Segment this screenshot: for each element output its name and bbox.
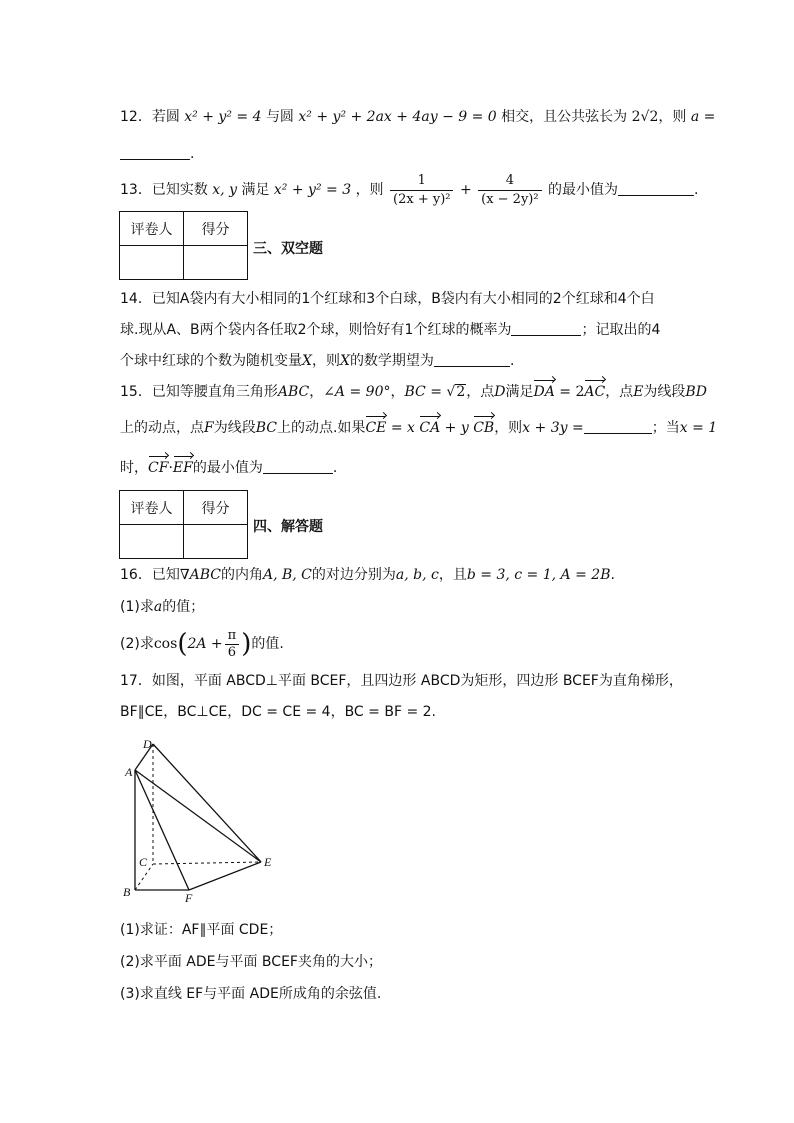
label-d: D xyxy=(143,737,152,751)
score-cell[interactable] xyxy=(184,246,248,280)
q17-line1: 17．如图，平面 ABCD⊥平面 BCEF，且四边形 ABCD为矩形，四边形 BCEF为直角梯形， xyxy=(120,673,683,689)
q16-part2: (2)求cos(2A + $\frac{\pi}{6}$ )的值. xyxy=(120,627,284,660)
q14-line1: 14．已知A袋内有大小相同的1个红球和3个白球，B袋内有大小相同的2个红球和4个白 xyxy=(120,291,655,307)
section-title-4: 四、解答题 xyxy=(253,519,323,535)
score-table-1 xyxy=(119,211,248,280)
q14-answer-blank-2[interactable] xyxy=(434,352,510,367)
label-a: A xyxy=(125,765,133,779)
grader-cell[interactable] xyxy=(120,525,184,559)
q12-answer-line: . xyxy=(120,144,194,164)
q14-answer-blank-1[interactable] xyxy=(511,321,581,336)
label-e: E xyxy=(264,855,272,869)
q15-answer-blank-1[interactable] xyxy=(584,419,652,434)
grader-header: 评卷人 xyxy=(120,491,184,525)
edge-ae xyxy=(135,770,261,862)
q15-line1: 15．已知等腰直角三角形ABC，∠A = 90°，BC = √2，点D满足DA = 2AC，点E为线段BD xyxy=(120,384,707,400)
label-f: F xyxy=(185,891,193,904)
q16-line1: 16．已知∇ABC的内角A, B, C的对边分别为a, b, c，且b = 3, c = 1, A = 2B. xyxy=(120,567,615,583)
q17-line2: BF∥CE，BC⊥CE，DC = CE = 4，BC = BF = 2. xyxy=(120,704,436,720)
q13-fraction-2: $\frac{4}{\text{(x − 2y)²}}$ xyxy=(478,173,541,208)
score-header: 得分 xyxy=(184,491,248,525)
q13-answer-blank[interactable] xyxy=(618,181,694,196)
score-header: 得分 xyxy=(184,212,248,246)
q17-part2: (2)求平面 ADE与平面 BCEF夹角的大小； xyxy=(120,954,382,970)
score-cell[interactable] xyxy=(184,525,248,559)
label-b: B xyxy=(123,885,131,899)
q13-line: 13．已知实数 x, y 满足 x² + y² = 3 ，则 $\frac{1}{\text{(2x + y)²}}$ + $\frac{4}{\text{(x − 2y)²}}$ 的最小值为 . xyxy=(120,172,699,207)
q15-line3: 时，CF·EF的最小值为 . xyxy=(120,460,338,476)
edge-ce-hidden xyxy=(153,862,261,864)
q14-line3: 个球中红球的个数为随机变量X，则X的数学期望为 . xyxy=(120,353,515,369)
section-title-3: 三、双空题 xyxy=(253,241,323,257)
q17-part3: (3)求直线 EF与平面 ADE所成角的余弦值. xyxy=(120,986,382,1002)
q12-line1: 12．若圆 x² + y² = 4 与圆 x² + y² + 2ax + 4ay − 9 = 0 相交，且公共弦长为 2√2，则 a = xyxy=(120,109,716,125)
edge-de xyxy=(153,744,261,862)
q13-fraction-1: $\frac{1}{\text{(2x + y)²}}$ xyxy=(390,173,453,208)
q15-line2: 上的动点，点F为线段BC上的动点.如果CE = x CA + y CB，则x + 3y = ；当x = 1 xyxy=(120,420,718,436)
geometry-figure xyxy=(115,732,285,904)
grader-header: 评卷人 xyxy=(120,212,184,246)
q16-part1: (1)求a的值； xyxy=(120,599,205,615)
q14-line2: 球.现从A、B两个袋内各任取2个球，则恰好有1个红球的概率为 ；记取出的4 xyxy=(120,322,661,338)
q12-answer-blank[interactable] xyxy=(120,145,190,160)
score-table-2 xyxy=(119,490,248,559)
edge-fe xyxy=(189,862,261,890)
q16-pi-fraction: $\frac{\pi}{6}$ xyxy=(225,629,240,660)
label-c: C xyxy=(139,855,148,869)
q17-part1: (1)求证：AF∥平面 CDE； xyxy=(120,922,283,938)
q15-answer-blank-2[interactable] xyxy=(263,459,333,474)
edge-af xyxy=(135,770,189,890)
grader-cell[interactable] xyxy=(120,246,184,280)
